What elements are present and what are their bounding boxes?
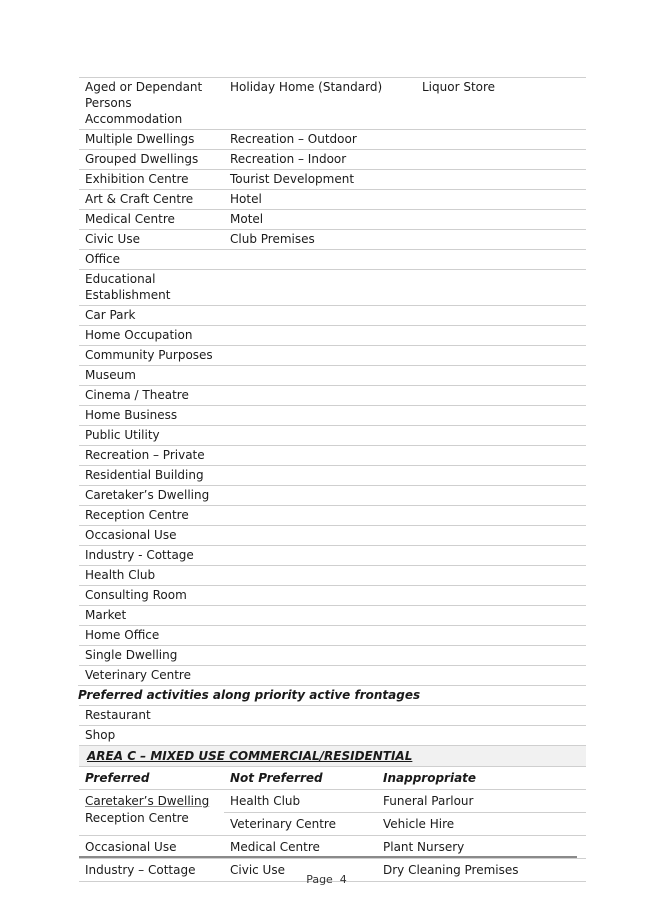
- table-cell: Public Utility: [85, 428, 160, 442]
- table-cell: Vehicle Hire: [383, 817, 455, 831]
- table-cell: [224, 506, 416, 525]
- table-row: [79, 189, 586, 209]
- table-cell: Recreation – Private: [85, 448, 205, 462]
- table-cell: Museum: [85, 368, 136, 382]
- table-cell: Hotel: [230, 192, 262, 206]
- table-row: [79, 385, 586, 405]
- table-cell-text: Reception Centre: [85, 811, 189, 825]
- table-cell: Office: [85, 252, 121, 266]
- table-row: [79, 249, 586, 269]
- table-cell: Grouped Dwellings: [85, 152, 199, 166]
- table-row: [79, 525, 586, 545]
- table-cell: [224, 646, 416, 665]
- table-cell: [416, 626, 586, 645]
- table-cell: [416, 406, 586, 425]
- table-row: [79, 485, 586, 505]
- table-row: [79, 77, 586, 129]
- table-cell: Recreation – Indoor: [230, 152, 347, 166]
- table-cell-group: [224, 790, 586, 835]
- table-cell: Dry Cleaning Premises: [383, 863, 519, 877]
- table-row: [79, 505, 586, 525]
- table-row: [79, 705, 586, 725]
- table-cell: Health Club: [230, 794, 301, 808]
- frontages-heading-row: [78, 685, 586, 705]
- table-cell: Educational Establishment: [85, 272, 171, 302]
- table-cell: Civic Use: [230, 863, 285, 877]
- table-cell: Exhibition Centre: [85, 172, 189, 186]
- table-cell: [416, 270, 586, 305]
- table-row: [79, 365, 586, 385]
- table-cell: [224, 566, 416, 585]
- table-row: [79, 425, 586, 445]
- table-cell: [224, 586, 416, 605]
- table-cell: Tourist Development: [230, 172, 355, 186]
- table-row: [79, 465, 586, 485]
- frontages-heading: Preferred activities along priority active frontages: [78, 688, 421, 702]
- table-row: [79, 625, 586, 645]
- table-cell: Occasional Use: [85, 528, 177, 542]
- table-cell: Funeral Parlour: [383, 794, 474, 808]
- table-cell: Community Purposes: [85, 348, 213, 362]
- column-header-not-preferred: Not Preferred: [230, 771, 323, 785]
- table-subrow: [224, 812, 586, 835]
- area-c-heading-row: [79, 745, 586, 766]
- table-cell: Industry - Cottage: [85, 548, 194, 562]
- area-c-header-row: [79, 766, 586, 789]
- table-cell: [416, 426, 586, 445]
- table-cell: Recreation – Outdoor: [230, 132, 357, 146]
- table-cell: [224, 486, 416, 505]
- table-cell: [416, 466, 586, 485]
- table-cell: [416, 346, 586, 365]
- table-cell: [224, 466, 416, 485]
- footer-divider: [79, 856, 577, 858]
- table-row: [79, 605, 586, 625]
- table-cell: [416, 506, 586, 525]
- table-cell: [224, 426, 416, 445]
- table-cell: Civic Use: [85, 232, 140, 246]
- table-cell: [224, 446, 416, 465]
- table-cell: Veterinary Centre: [85, 668, 191, 682]
- table-cell: [416, 586, 586, 605]
- table-row: [79, 445, 586, 465]
- table-row: [79, 229, 586, 249]
- table-cell: [416, 666, 586, 685]
- table-row: [79, 305, 586, 325]
- table-cell: Industry – Cottage: [85, 863, 196, 877]
- table-cell: [224, 250, 416, 269]
- table-cell: Reception Centre: [85, 508, 189, 522]
- table-row: [79, 545, 586, 565]
- table-cell: Cinema / Theatre: [85, 388, 189, 402]
- table-cell: [224, 526, 416, 545]
- table-row: [79, 325, 586, 345]
- table-cell: [416, 190, 586, 209]
- table-cell: [224, 270, 416, 305]
- land-use-table: [79, 77, 586, 882]
- table-row: [79, 209, 586, 229]
- table-cell: [416, 210, 586, 229]
- table-cell: [416, 170, 586, 189]
- table-cell: [224, 546, 416, 565]
- table-cell: Car Park: [85, 308, 136, 322]
- table-cell: Home Occupation: [85, 328, 193, 342]
- table-cell: Health Club: [85, 568, 156, 582]
- table-row: [79, 835, 586, 858]
- page-number: Page 4: [306, 873, 347, 886]
- table-cell: Market: [85, 608, 127, 622]
- table-cell: [416, 326, 586, 345]
- table-cell: [224, 306, 416, 325]
- table-cell: [416, 646, 586, 665]
- table-cell: [416, 366, 586, 385]
- table-cell: Single Dwelling: [85, 648, 178, 662]
- table-cell: [224, 346, 416, 365]
- table-row: [79, 585, 586, 605]
- table-cell: [224, 626, 416, 645]
- table-cell: [224, 606, 416, 625]
- table-cell: Caretaker’s Dwelling: [85, 488, 210, 502]
- table-cell: Home Office: [85, 628, 160, 642]
- table-cell: [224, 406, 416, 425]
- column-header-inappropriate: Inappropriate: [383, 771, 477, 785]
- table-cell: Holiday Home (Standard): [230, 80, 383, 94]
- table-cell: [416, 546, 586, 565]
- table-cell: Medical Centre: [230, 840, 320, 854]
- table-cell: [416, 306, 586, 325]
- table-cell: [416, 250, 586, 269]
- table-cell: [416, 386, 586, 405]
- table-cell-text: Caretaker’s Dwelling: [85, 794, 210, 808]
- table-row: [79, 665, 586, 685]
- table-row: [79, 169, 586, 189]
- table-cell: Art & Craft Centre: [85, 192, 194, 206]
- table-cell: [224, 326, 416, 345]
- table-cell: Restaurant: [85, 708, 151, 722]
- table-cell: [416, 230, 586, 249]
- table-cell: [416, 566, 586, 585]
- table-subrow: [224, 790, 586, 812]
- table-row: [79, 789, 586, 835]
- table-cell: Club Premises: [230, 232, 315, 246]
- table-cell: Veterinary Centre: [230, 817, 336, 831]
- table-cell: [416, 446, 586, 465]
- table-cell: [416, 486, 586, 505]
- table-row: [79, 269, 586, 305]
- table-cell: [224, 666, 416, 685]
- table-cell: [416, 130, 586, 149]
- table-row: [79, 129, 586, 149]
- table-cell: Multiple Dwellings: [85, 132, 195, 146]
- column-header-preferred: Preferred: [85, 771, 150, 785]
- table-cell: Medical Centre: [85, 212, 175, 226]
- table-row: [79, 645, 586, 665]
- table-cell: [79, 790, 224, 835]
- table-row: [79, 405, 586, 425]
- table-cell: Occasional Use: [85, 840, 177, 854]
- table-cell: Aged or Dependant Persons Accommodation: [85, 80, 203, 126]
- table-cell: [416, 606, 586, 625]
- table-row: [79, 565, 586, 585]
- table-row: [79, 149, 586, 169]
- table-cell: [224, 366, 416, 385]
- area-c-heading: AREA C – MIXED USE COMMERCIAL/RESIDENTIAL: [87, 749, 413, 763]
- table-row: [79, 725, 586, 745]
- table-cell: Home Business: [85, 408, 178, 422]
- table-cell: Residential Building: [85, 468, 204, 482]
- table-cell: [416, 526, 586, 545]
- table-cell: [224, 386, 416, 405]
- table-cell: Plant Nursery: [383, 840, 465, 854]
- table-cell: Motel: [230, 212, 264, 226]
- table-cell: [416, 150, 586, 169]
- table-row: [79, 345, 586, 365]
- table-cell: Liquor Store: [422, 80, 496, 94]
- table-cell: Shop: [85, 728, 116, 742]
- table-cell: Consulting Room: [85, 588, 187, 602]
